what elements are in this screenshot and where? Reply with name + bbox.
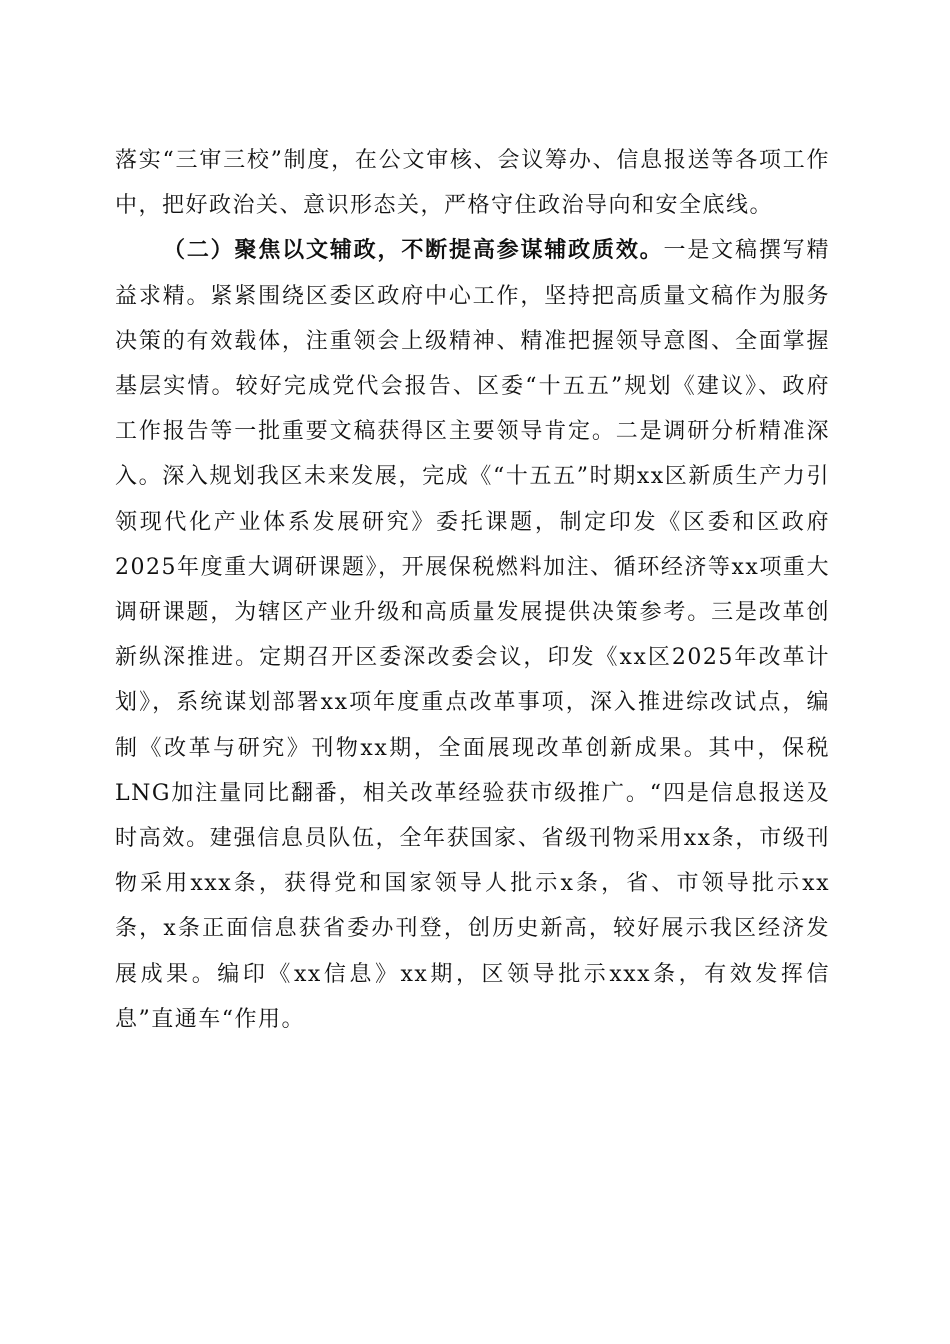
paragraph-1: 落实“三审三校”制度，在公文审核、会议筹办、信息报送等各项工作中，把好政治关、意识形态关，严格守住政治导向和安全底线。 [115, 148, 830, 219]
section-heading: （二）聚焦以文辅政，不断提高参谋辅政质效。 [163, 237, 664, 264]
paragraph-2 [115, 228, 830, 1042]
paragraph-2-body: 一是文稿撰写精益求精。紧紧围绕区委区政府中心工作，坚持把高质量文稿作为服务决策的有效载体，注重领会上级精神、精准把握领导意图、全面掌握基层实情。较好完成党代会报告、区委“十五五”规划《建议》、政府工作报告等一批重要文稿获得区主要领导肯定。二是调研分析精准深入。深入规划我区未来发展，完成《“十五五”时期xx区新质生产力引领现代化产业体系发展研究》委托课题，制定印发《区委和区政府2025年度重大调研课题》，开展保税燃料加注、循环经济等xx项重大调研课题，为辖区产业升级和高质量发展提供决策参考。三是改革创新纵深推进。定期召开区委深改委会议，印发《xx区2025年改革计划》，系统谋划部署xx项年度重点改革事项，深入推进综改试点，编制《改革与研究》刊物xx期，全面展现改革创新成果。其中，保税LNG加注量同比翻番，相关改革经验获市级推广。“四是信息报送及时高效。建强信息员队伍，全年获国家、省级刊物采用xx条，市级刊物采用xxx条，获得党和国家领导人批示x条，省、市领导批示xx条，x条正面信息获省委办刊登，创历史新高，较好展示我区经济发展成果。编印《xx信息》xx期，区领导批示xxx条，有效发挥信息”直通车“作用。 [115, 238, 830, 1032]
document-body [115, 138, 830, 1042]
